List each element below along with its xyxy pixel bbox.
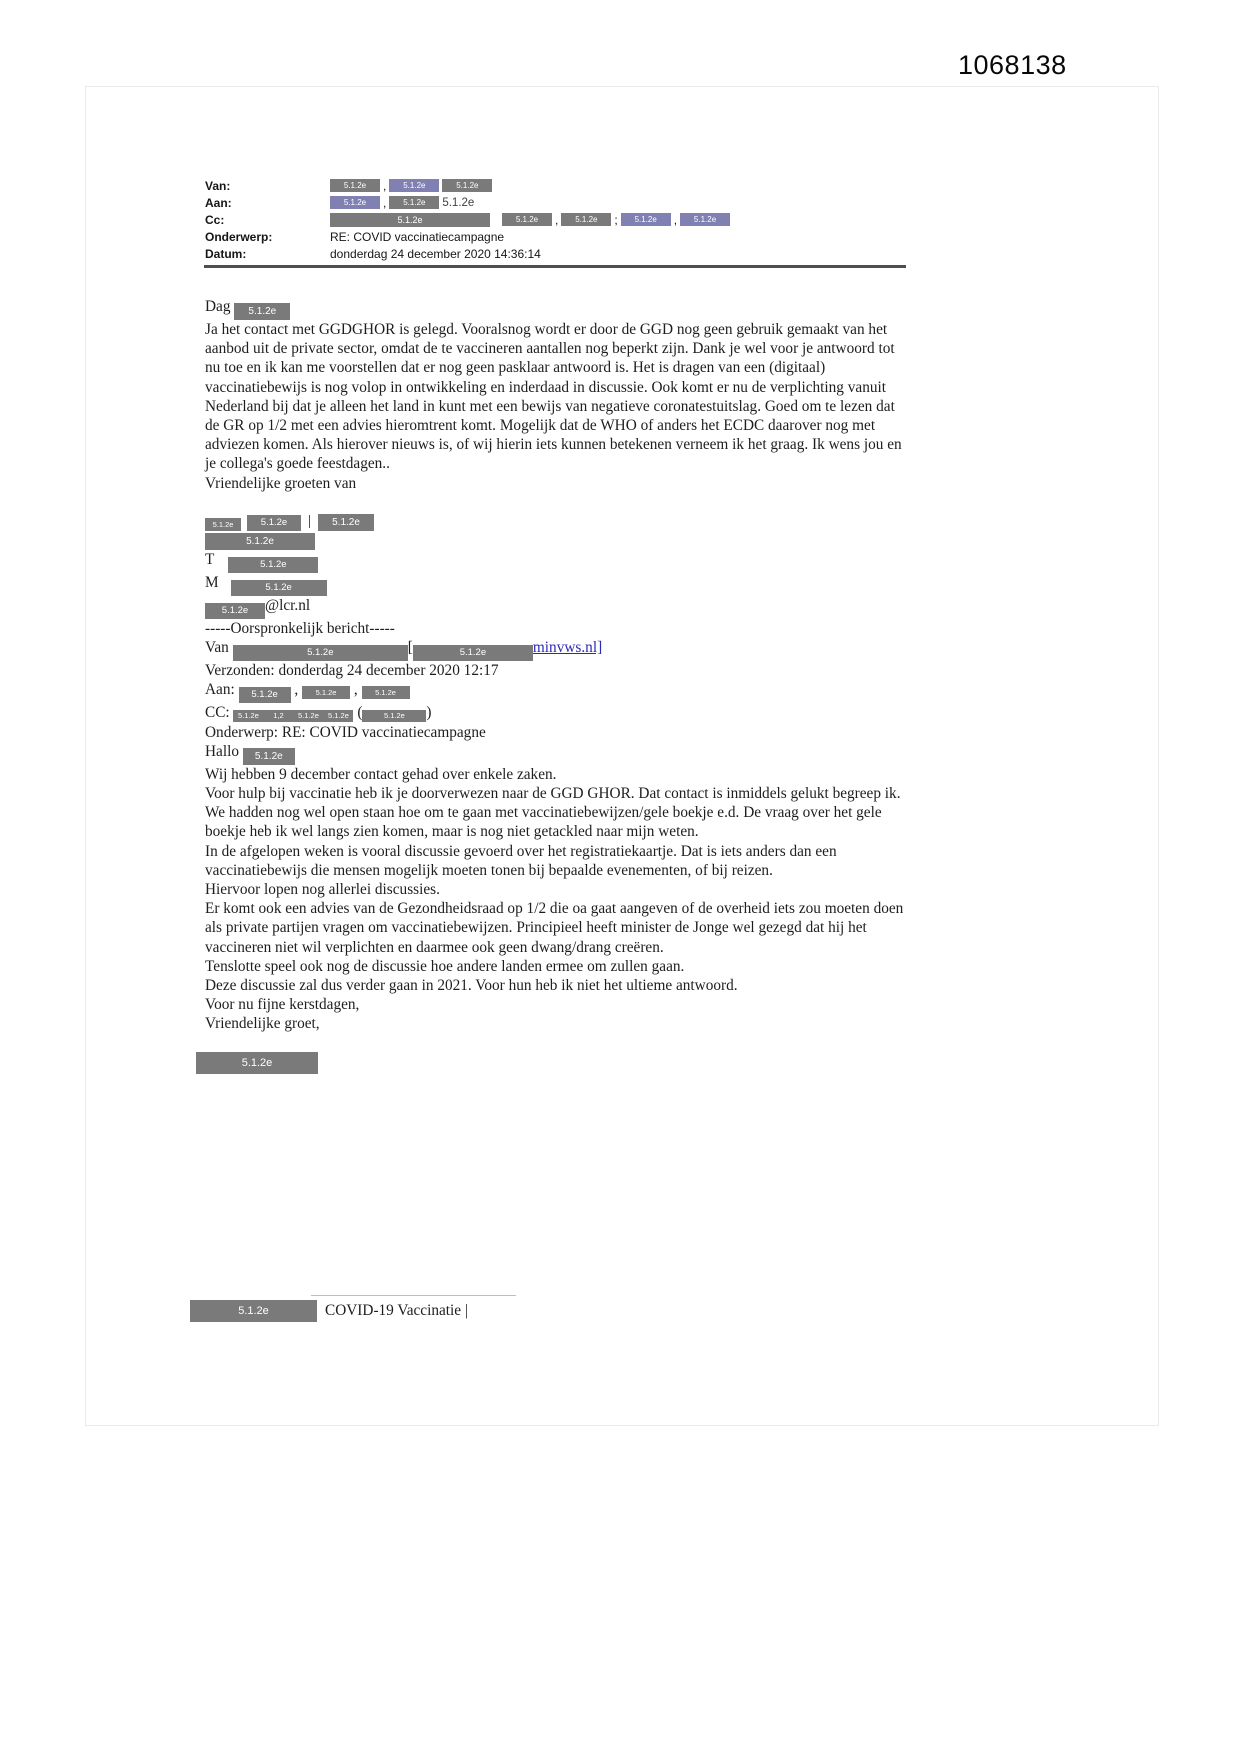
redaction-box: 5.1.2e <box>302 686 350 699</box>
signature-name-row <box>196 1052 911 1074</box>
paren-close: ) <box>426 704 432 722</box>
field-value-van <box>330 179 917 193</box>
email-suffix-text: @lcr.nl <box>265 597 311 615</box>
contact-label-m: M <box>205 574 219 592</box>
redaction-box: 5.1.2e <box>231 580 327 596</box>
redaction-box: 5.1.2e <box>247 515 301 531</box>
contact-email-line <box>205 596 911 619</box>
paragraph-2021: Deze discussie zal dus verder gaan in 2021. Voor hun heb ik niet het ultieme antwoord. <box>205 977 738 995</box>
separator-comma: , <box>383 195 387 210</box>
redaction-box: 5.1.2e <box>389 196 439 209</box>
paragraph-open-3: Hiervoor lopen nog allerlei discussies. <box>205 881 440 899</box>
original-aan-line <box>205 680 911 703</box>
document-number: 1068138 <box>958 50 1067 80</box>
paragraph-open-5: Tenslotte speel ook nog de discussie hoe andere landen ermee om zullen gaan. <box>205 957 685 975</box>
greeting-text: Dag <box>205 298 231 315</box>
redaction-box: 5.1.2e <box>205 603 265 619</box>
redaction-box: 5.1.2e <box>196 1052 318 1074</box>
redaction-box: 5.1.2e <box>561 213 611 226</box>
signature-row-1 <box>205 512 911 531</box>
paragraph-kerstdagen: Voor nu fijne kerstdagen, <box>205 996 360 1014</box>
redaction-box: 5.1.2e <box>413 645 533 661</box>
redaction-box: 5.1.2e <box>330 196 380 209</box>
redaction-box: 5.1.2e <box>228 557 318 573</box>
redaction-box: 1,2 <box>263 710 293 722</box>
separator-pipe: | <box>308 512 312 529</box>
header-row-datum <box>205 245 917 262</box>
signature-row-2 <box>205 533 911 550</box>
footer-title-text: COVID-19 Vaccinatie | <box>325 1302 468 1319</box>
field-label-datum: Datum: <box>205 246 247 261</box>
redaction-box: 5.1.2e <box>442 179 492 192</box>
field-label-cc: Cc: <box>205 212 225 227</box>
redaction-box: 5.1.2e <box>330 179 380 192</box>
separator-comma: , <box>353 681 358 699</box>
redaction-box: 5.1.2e <box>239 687 291 703</box>
orig-cc-label: CC: <box>205 704 230 722</box>
redaction-box: 5.1.2e <box>362 710 426 722</box>
header-row-onderwerp <box>205 228 917 245</box>
hallo-text: Hallo <box>205 742 239 760</box>
original-message-divider: -----Oorspronkelijk bericht----- <box>205 620 395 638</box>
original-van-line <box>205 638 911 661</box>
original-onderwerp-line: Onderwerp: RE: COVID vaccinatiecampagne <box>205 723 486 741</box>
verzonden-line: Verzonden: donderdag 24 december 2020 12:17 <box>205 662 499 680</box>
bracket-open: [ <box>407 639 413 657</box>
header-divider <box>204 265 906 268</box>
header-row-cc <box>205 211 917 228</box>
separator-semicolon: ; <box>614 212 618 227</box>
greeting-line <box>205 297 911 320</box>
redaction-text: 5.1.2e <box>442 196 475 209</box>
paragraph-contact-2: Voor hulp bij vaccinatie heb ik je doorverwezen naar de GGD GHOR. Dat contact is inmiddels gelukt begreep ik. <box>205 785 901 803</box>
minvws-link[interactable]: minvws.nl] <box>532 639 603 657</box>
paragraph-open-2: In de afgelopen weken is vooral discussie gevoerd over het registratiekaartje. Dat is iets anders dan een vaccinatiebewijs die mensen mogelijk moeten tonen bij bepaalde evenementen, of bij reizen. <box>205 842 837 879</box>
redaction-box: 5.1.2e <box>234 303 290 320</box>
redaction-box: 5.1.2e <box>205 533 315 550</box>
redaction-box: 5.1.2e <box>243 748 295 765</box>
redaction-box: 5.1.2e <box>323 710 353 722</box>
original-cc-line <box>205 703 911 722</box>
hallo-line <box>205 742 911 765</box>
date-value: donderdag 24 december 2020 14:36:14 <box>330 246 541 261</box>
field-label-onderwerp: Onderwerp: <box>205 229 273 244</box>
redaction-box: 5.1.2e <box>621 213 671 226</box>
redaction-box: 5.1.2e <box>389 179 439 192</box>
redaction-box: 5.1.2e <box>190 1300 317 1322</box>
separator-comma: , <box>673 212 678 227</box>
redaction-box: 5.1.2e <box>330 213 490 227</box>
redaction-box: 5.1.2e <box>233 645 408 661</box>
redaction-box: 5.1.2e <box>293 710 323 722</box>
contact-label-t: T <box>205 551 215 569</box>
redaction-box: 5.1.2e <box>205 518 241 531</box>
separator-comma: , <box>383 178 387 193</box>
orig-van-label: Van <box>205 639 229 657</box>
separator-comma: , <box>294 681 299 699</box>
field-value-aan <box>330 196 917 210</box>
email-header <box>205 177 917 262</box>
contact-phone-line <box>205 550 911 573</box>
field-value-cc <box>330 213 917 227</box>
paragraph-contact-1: Wij hebben 9 december contact gehad over enkele zaken. <box>205 765 557 783</box>
footer-signature-row <box>190 1300 468 1322</box>
paragraph-open-1: We hadden nog wel open staan hoe om te gaan met vaccinatiebewijzen/gele boekje e.d. De vraag over het gele boekje heb ik wel langs zien komen, maar is nog niet getackled naar mijn weten. <box>205 804 882 841</box>
contact-mobile-line <box>205 573 911 596</box>
paragraph-main: Ja het contact met GGDGHOR is gelegd. Vooralsnog wordt er door de GGD nog geen gebruik gemaakt van het aanbod uit de private sector, omdat de te vaccineren aantallen nog beperkt zijn. Dank je wel voor je antwoord tot nu toe en ik kan me voorstellen dat er nog geen pasklaar antwoord is. Het is dragen van een (digitaal) vaccinatiebewijs is nog volop in ontwikkeling en inderdaad in discussie. Ook komt er nu de verplichting vanuit Nederland bij dat je alleen het land in kunt met een bewijs van negatieve coronatestuitslag. Goed om te lezen dat de GR op 1/2 met een advies hieromtrent komt. Mogelijk dat de WHO of anders het ECDC daarover nog met adviezen komen. Als hierover nieuws is, of wij hierin iets kunnen betekenen verneem ik het graag. Ik wens jou en je collega's goede feestdagen.. <box>205 321 902 473</box>
redaction-box: 5.1.2e <box>318 514 374 531</box>
redaction-box: 5.1.2e <box>502 213 552 226</box>
redaction-box: 5.1.2e <box>680 213 730 226</box>
signature-divider-line <box>311 1295 516 1296</box>
separator-comma: , <box>555 212 559 227</box>
header-row-van <box>205 177 917 194</box>
paragraph-open-4: Er komt ook een advies van de Gezondheidsraad op 1/2 die oa gaat aangeven of de overheid iets zou moeten doen als private partijen vragen om vaccinatiebewijzen. Principieel heeft minister de Jonge wel gezegd dat hij het vaccineren niet wil verplichten en daarmee ook geen dwang/drang creëren. <box>205 900 904 956</box>
paragraph-groet: Vriendelijke groet, <box>205 1015 320 1033</box>
field-label-van: Van: <box>205 178 231 193</box>
field-label-aan: Aan: <box>205 195 232 210</box>
redaction-box: 5.1.2e <box>362 686 410 699</box>
email-body <box>205 297 911 1074</box>
closing-line: Vriendelijke groeten van <box>205 474 357 492</box>
orig-aan-label: Aan: <box>205 681 235 699</box>
header-row-aan <box>205 194 917 211</box>
paren-open: ( <box>357 704 363 722</box>
subject-value: RE: COVID vaccinatiecampagne <box>330 229 505 244</box>
redaction-box: 5.1.2e <box>233 710 263 722</box>
